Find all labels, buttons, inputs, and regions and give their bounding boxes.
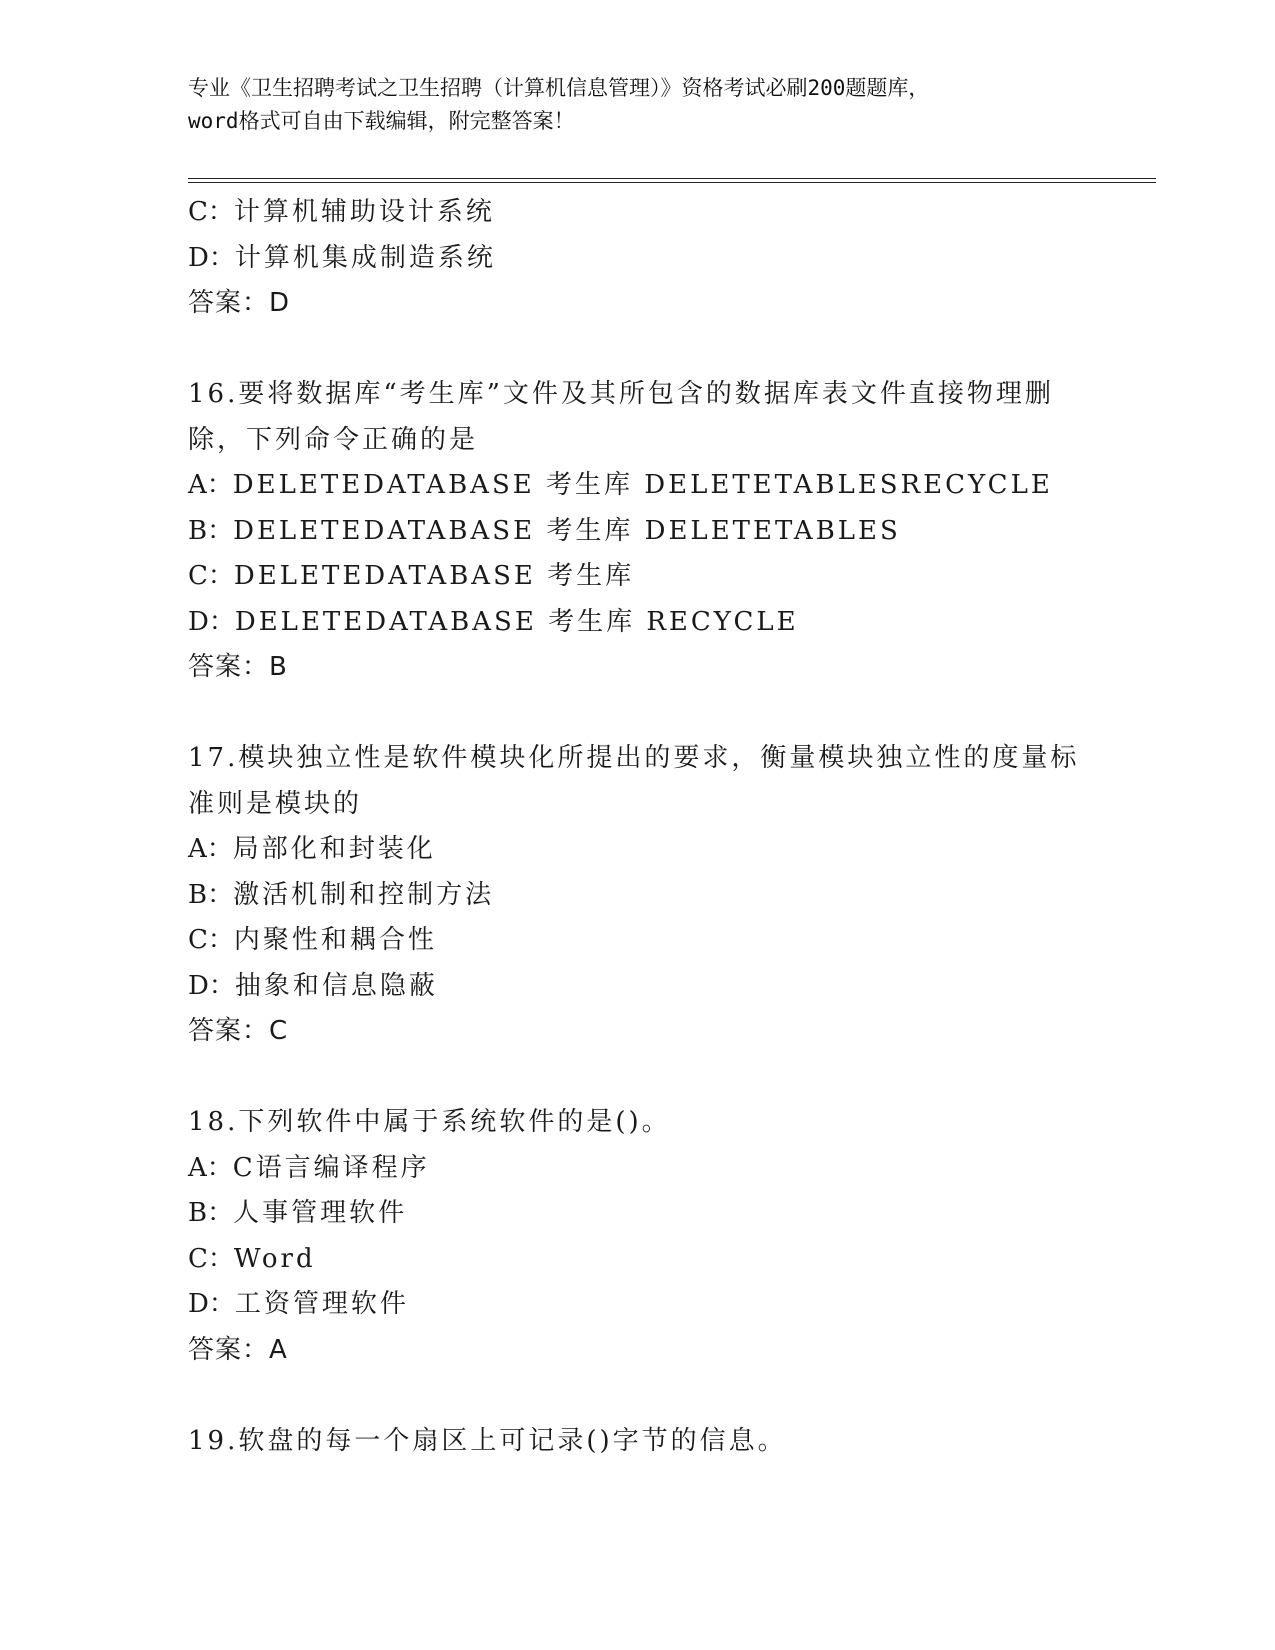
option-text: Word xyxy=(233,1243,316,1274)
option-letter: A： xyxy=(188,470,233,500)
answer-line: 答案：B xyxy=(188,652,288,682)
option-c xyxy=(188,918,1148,964)
option-c xyxy=(188,190,1148,236)
header-divider xyxy=(188,178,1156,183)
option-text: 局部化和封装化 xyxy=(232,834,436,864)
option-a xyxy=(188,827,1148,873)
option-text: 计算机辅助设计系统 xyxy=(233,197,495,227)
option-text: DELETEDATABASE 考生库 DELETETABLES xyxy=(233,515,901,546)
answer-line: 答案：C xyxy=(188,1016,289,1046)
option-text: DELETEDATABASE 考生库 RECYCLE xyxy=(234,606,799,637)
option-text: C语言编译程序 xyxy=(232,1152,430,1183)
option-text: DELETEDATABASE 考生库 DELETETABLESRECYCLE xyxy=(232,470,1053,500)
option-text: 抽象和信息隐蔽 xyxy=(234,970,438,1001)
question-stem: 16.要将数据库“考生库”文件及其所包含的数据库表文件直接物理删 xyxy=(188,379,1054,409)
option-d xyxy=(188,1282,1148,1328)
option-letter: C： xyxy=(188,925,234,955)
option-a xyxy=(188,463,1148,509)
option-b xyxy=(188,873,1148,919)
option-letter: B： xyxy=(188,515,234,546)
option-letter: D： xyxy=(188,970,235,1001)
option-letter: C： xyxy=(188,1243,234,1274)
question-stem: 准则是模块的 xyxy=(188,788,363,819)
option-letter: C： xyxy=(188,561,234,591)
option-text: 激活机制和控制方法 xyxy=(233,879,495,910)
header-line-2: word格式可自由下载编辑，附完整答案！ xyxy=(188,109,575,133)
option-text: 人事管理软件 xyxy=(233,1198,408,1228)
option-b xyxy=(188,509,1148,555)
option-letter: A： xyxy=(188,834,233,864)
option-letter: B： xyxy=(188,1198,234,1228)
option-c xyxy=(188,554,1148,600)
option-c xyxy=(188,1237,1148,1283)
option-b xyxy=(188,1191,1148,1237)
option-letter: A： xyxy=(188,1152,233,1183)
option-a xyxy=(188,1146,1148,1192)
option-letter: D： xyxy=(188,1289,235,1319)
option-letter: C： xyxy=(188,197,234,227)
option-d xyxy=(188,236,1148,282)
option-d xyxy=(188,600,1148,646)
option-letter: D： xyxy=(188,242,235,273)
option-text: 内聚性和耦合性 xyxy=(233,925,437,955)
option-text: DELETEDATABASE 考生库 xyxy=(233,561,635,591)
option-letter: B： xyxy=(188,879,234,910)
question-list xyxy=(188,190,1148,1464)
question-stem: 19.软盘的每一个扇区上可记录()字节的信息。 xyxy=(188,1425,787,1456)
document-header xyxy=(188,72,1088,138)
question-stem: 18.下列软件中属于系统软件的是()。 xyxy=(188,1107,671,1137)
question-stem: 17.模块独立性是软件模块化所提出的要求，衡量模块独立性的度量标 xyxy=(188,743,1080,773)
option-letter: D： xyxy=(188,606,235,637)
question-stem: 除，下列命令正确的是 xyxy=(188,424,479,455)
option-d xyxy=(188,964,1148,1010)
option-text: 计算机集成制造系统 xyxy=(234,242,496,273)
answer-line: 答案：A xyxy=(188,1334,288,1365)
answer-line: 答案：D xyxy=(188,288,291,318)
option-text: 工资管理软件 xyxy=(234,1289,409,1319)
header-line-1: 专业《卫生招聘考试之卫生招聘（计算机信息管理）》资格考试必刷200题题库， xyxy=(188,76,930,100)
